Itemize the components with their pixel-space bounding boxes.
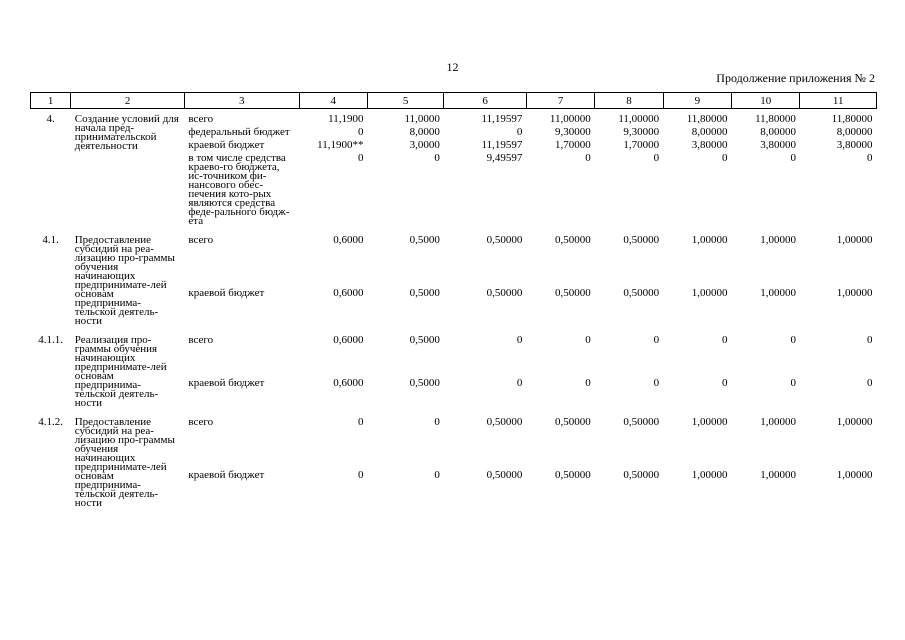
measure-name: Предоставление субсидий на реа-лизацию про-граммы обучения начинающих предпринимате-лей основам предпринима-тельской деятель-ности	[74, 234, 175, 327]
funding-source: в том числе средства краево-го бюджета, ис-точником фи-нансового обес-печения кото-рых являются средства феде-рального бюдж-ета	[188, 152, 290, 227]
value-cell: 0	[867, 376, 873, 389]
value-cell: 3,80000	[836, 139, 873, 151]
value-cell: 11,00000	[618, 113, 660, 125]
value-cell: 11,1900	[328, 113, 364, 125]
funding-source: всего	[188, 334, 214, 346]
value-cell: 0	[867, 334, 873, 346]
column-header: 6	[444, 93, 526, 109]
column-header: 5	[367, 93, 443, 109]
value-cell: 1,00000	[691, 416, 728, 428]
value-cell: 11,80000	[755, 113, 796, 125]
value-cell: 0	[516, 376, 523, 389]
value-cell: 3,80000	[691, 139, 728, 151]
column-header: 10	[732, 93, 800, 109]
value-cell: 1,70000	[555, 139, 591, 151]
value-cell: 0	[790, 152, 796, 164]
value-cell: 0,50000	[486, 234, 523, 246]
row-number: 4.	[46, 113, 55, 125]
value-cell: 1,00000	[691, 287, 728, 300]
column-header: 8	[595, 93, 663, 109]
value-cell: 0,50000	[555, 287, 591, 300]
table-row	[31, 226, 877, 285]
value-cell: 0	[434, 469, 440, 482]
value-cell: 0,5000	[409, 287, 440, 300]
row-number: 4.1.2.	[38, 416, 63, 428]
value-cell: 1,70000	[623, 139, 660, 151]
value-cell: 0	[585, 334, 591, 346]
value-cell: 0	[357, 126, 364, 138]
table-row	[31, 326, 877, 375]
value-cell: 8,00000	[760, 126, 796, 138]
value-cell: 0,6000	[333, 234, 364, 246]
value-cell: 9,30000	[623, 126, 660, 138]
column-header: 9	[663, 93, 731, 109]
value-cell: 0	[653, 376, 660, 389]
table-body	[31, 109, 877, 509]
value-cell: 0,6000	[333, 287, 364, 300]
value-cell: 0	[722, 334, 728, 346]
value-cell: 0	[653, 334, 660, 346]
column-number-row	[31, 93, 877, 109]
measure-name: Создание условий для начала пред-принимательской деятельности	[74, 113, 179, 152]
column-header: 2	[71, 93, 185, 109]
value-cell: 8,0000	[409, 126, 440, 138]
value-cell: 0,50000	[555, 469, 591, 482]
value-cell: 11,19597	[481, 113, 523, 125]
continuation-label: Продолжение приложения № 2	[716, 71, 875, 85]
value-cell: 11,1900**	[317, 139, 364, 151]
value-cell: 0,50000	[486, 287, 523, 300]
funding-source: краевой бюджет	[188, 139, 265, 151]
value-cell: 0,5000	[409, 334, 440, 346]
value-cell: 1,00000	[836, 287, 873, 300]
column-header: 4	[299, 93, 367, 109]
value-cell: 1,00000	[760, 469, 796, 482]
value-cell: 0	[434, 152, 440, 164]
page-number: 12	[446, 60, 459, 74]
value-cell: 0,50000	[623, 469, 660, 482]
table-row	[31, 109, 877, 125]
value-cell: 0,50000	[555, 234, 591, 246]
value-cell: 1,00000	[691, 234, 728, 246]
measure-name: Предоставление субсидий на реа-лизацию про-граммы обучения начинающих предпринимате-лей основам предпринима-тельской деятель-ности	[74, 416, 175, 509]
column-header: 1	[31, 93, 71, 109]
value-cell: 11,00000	[549, 113, 591, 125]
value-cell: 8,00000	[691, 126, 728, 138]
value-cell: 0,5000	[409, 376, 440, 389]
value-cell: 0	[434, 416, 440, 428]
value-cell: 1,00000	[691, 469, 728, 482]
value-cell: 0	[516, 126, 523, 138]
value-cell: 11,80000	[686, 113, 728, 125]
value-cell: 0,50000	[623, 287, 660, 300]
row-number: 4.1.1.	[38, 334, 63, 346]
value-cell: 1,00000	[760, 287, 796, 300]
value-cell: 0,50000	[623, 416, 660, 428]
budget-table	[30, 92, 877, 508]
funding-source: краевой бюджет	[188, 287, 265, 300]
funding-source: федеральный бюджет	[188, 126, 290, 138]
value-cell: 1,00000	[836, 234, 873, 246]
value-cell: 0	[357, 469, 364, 482]
column-header: 3	[184, 93, 299, 109]
value-cell: 0	[722, 376, 728, 389]
funding-source: краевой бюджет	[188, 376, 265, 389]
value-cell: 11,19597	[481, 139, 523, 151]
value-cell: 0,5000	[409, 234, 440, 246]
funding-source: всего	[188, 113, 214, 125]
value-cell: 0,50000	[623, 234, 660, 246]
value-cell: 0,6000	[333, 376, 364, 389]
column-header: 7	[526, 93, 594, 109]
value-cell: 0	[653, 152, 660, 164]
value-cell: 0,50000	[486, 416, 523, 428]
value-cell: 3,0000	[409, 139, 440, 151]
value-cell: 1,00000	[760, 416, 796, 428]
value-cell: 0	[357, 152, 364, 164]
value-cell: 8,00000	[836, 126, 873, 138]
row-number: 4.1.	[42, 234, 59, 246]
value-cell: 9,30000	[555, 126, 591, 138]
value-cell: 0,50000	[486, 469, 523, 482]
value-cell: 0	[722, 152, 728, 164]
value-cell: 0,6000	[333, 334, 364, 346]
value-cell: 0	[867, 152, 873, 164]
value-cell: 11,0000	[404, 113, 440, 125]
funding-source: всего	[188, 234, 214, 246]
value-cell: 0	[585, 152, 591, 164]
funding-source: краевой бюджет	[188, 469, 265, 482]
value-cell: 1,00000	[836, 416, 873, 428]
value-cell: 0	[790, 376, 796, 389]
value-cell: 1,00000	[760, 234, 796, 246]
value-cell: 1,00000	[836, 469, 873, 482]
value-cell: 0	[357, 416, 364, 428]
table-row	[31, 408, 877, 467]
value-cell: 9,49597	[486, 152, 523, 164]
value-cell: 0,50000	[555, 416, 591, 428]
value-cell: 3,80000	[760, 139, 796, 151]
value-cell: 0	[790, 334, 796, 346]
value-cell: 0	[516, 334, 523, 346]
value-cell: 0	[585, 376, 591, 389]
measure-name: Реализация про-граммы обучения начинающих предпринимате-лей основам предпринима-тельской деятель-ности	[74, 334, 167, 409]
column-header: 11	[800, 93, 877, 109]
value-cell: 11,80000	[831, 113, 873, 125]
funding-source: всего	[188, 416, 214, 428]
